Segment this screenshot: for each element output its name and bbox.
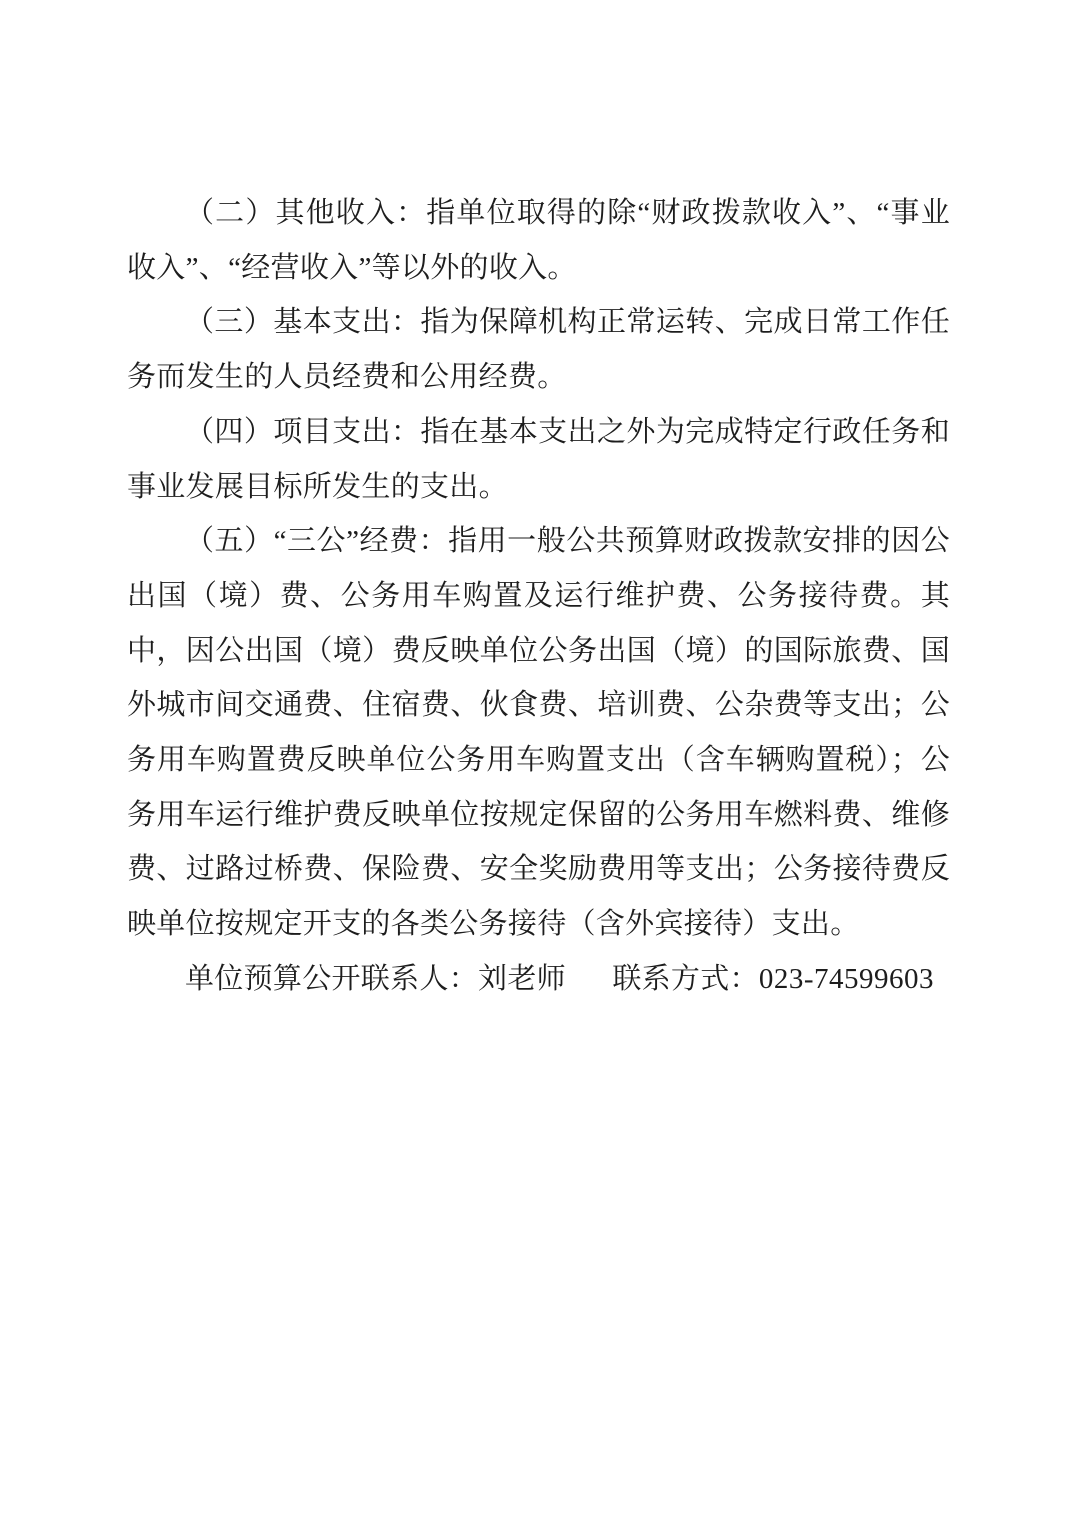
paragraph-basic-expenditure-definition: （三）基本支出：指为保障机构正常运转、完成日常工作任务而发生的人员经费和公用经费。 bbox=[127, 306, 950, 394]
contact-person-label: 单位预算公开联系人： bbox=[185, 962, 479, 995]
contact-phone-number: 023-74599603 bbox=[758, 962, 934, 995]
document-text-block bbox=[127, 186, 950, 1007]
contact-person-name: 刘老师 bbox=[478, 962, 566, 995]
paragraph-project-expenditure-definition: （四）项目支出：指在基本支出之外为完成特定行政任务和事业发展目标所发生的支出。 bbox=[127, 415, 950, 503]
paragraph-three-public-funds-definition: （五）“三公”经费：指用一般公共预算财政拨款安排的因公出国（境）费、公务用车购置及运行维护费、公务接待费。其中，因公出国（境）费反映单位公务出国（境）的国际旅费、国外城市间交通费、住宿费、伙食费、培训费、公杂费等支出；公务用车购置费反映单位公务用车购置支出（含车辆购置税）；公务用车运行维护费反映单位按规定保留的公务用车燃料费、维修费、过路过桥费、保险费、安全奖励费用等支出；公务接待费反映单位按规定开支的各类公务接待（含外宾接待）支出。 bbox=[127, 525, 950, 941]
paragraph-other-income-definition: （二）其他收入：指单位取得的除“财政拨款收入”、“事业收入”、“经营收入”等以外的收入。 bbox=[127, 197, 950, 284]
contact-line bbox=[127, 952, 950, 1007]
contact-method-label: 联系方式： bbox=[612, 962, 759, 995]
